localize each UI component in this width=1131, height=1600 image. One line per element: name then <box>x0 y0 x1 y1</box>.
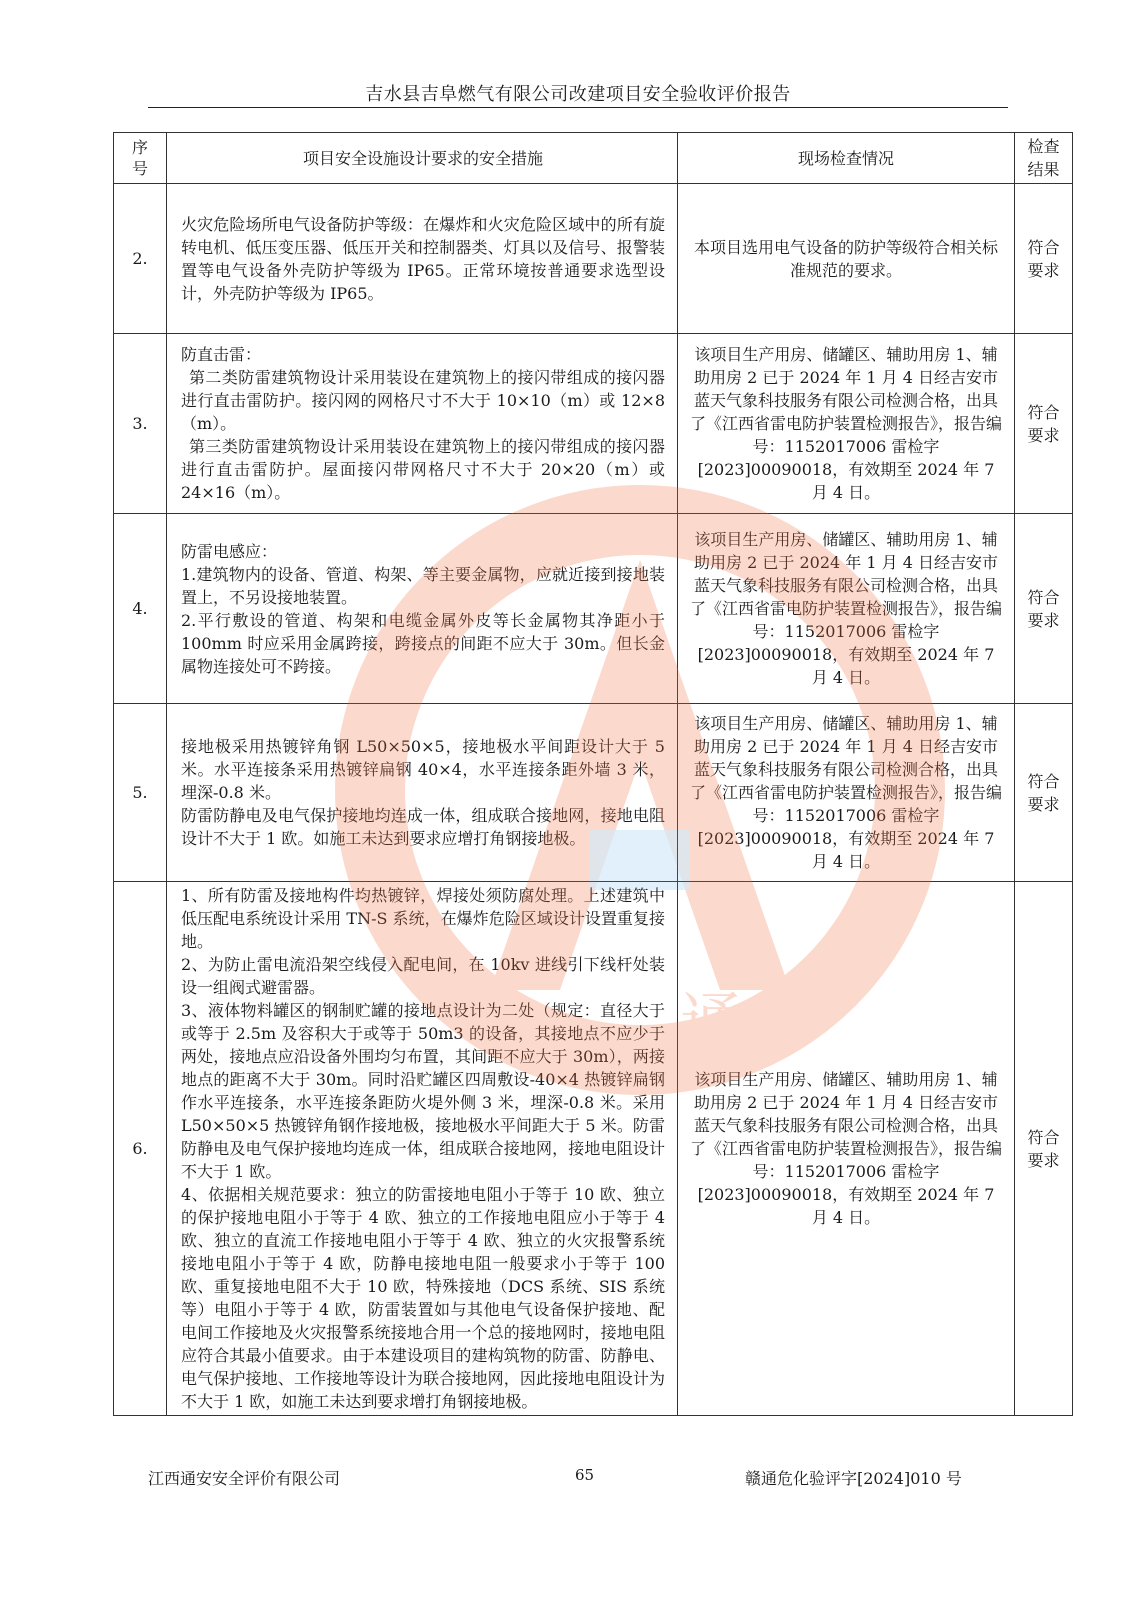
row-number: 4. <box>114 514 167 704</box>
row-measure <box>167 184 678 334</box>
row-number: 3. <box>114 334 167 514</box>
row-measure <box>167 334 678 514</box>
measure-paragraph: 2.平行敷设的管道、构架和电缆金属外皮等长金属物其净距小于 100mm 时应采用金属跨接，跨接点的间距不应大于 30m。但长金属物连接处可不跨接。 <box>181 610 665 676</box>
measure-paragraph: 1.建筑物内的设备、管道、构架、等主要金属物，应就近接到接地装置上，不另设接地装置。 <box>181 564 665 607</box>
measure-paragraph: 防直击雷： <box>181 345 262 364</box>
measure-paragraph: 接地极采用热镀锌角钢 L50×50×5，接地极水平间距设计大于 5 米。水平连接条采用热镀锌扁钢 40×4，水平连接条距外墙 3 米，埋深-0.8 米。 <box>181 737 665 802</box>
measure-paragraph: 1、所有防雷及接地构件均热镀锌，焊接处须防腐处理。上述建筑中低压配电系统设计采用 TN-S 系统，在爆炸危险区域设计设置重复接地。 <box>181 886 665 951</box>
footer-page-number: 65 <box>575 1466 595 1484</box>
col-header-result: 检查 结果 <box>1015 133 1073 184</box>
row-result: 符合 要求 <box>1015 704 1073 882</box>
table-row <box>114 514 1073 704</box>
table-row <box>114 334 1073 514</box>
row-result: 符合 要求 <box>1015 514 1073 704</box>
row-number: 5. <box>114 704 167 882</box>
table-row <box>114 882 1073 1416</box>
safety-measures-table <box>113 132 1073 1416</box>
row-number: 6. <box>114 882 167 1416</box>
measure-paragraph: 火灾危险场所电气设备防护等级：在爆炸和火灾危险区域中的所有旋转电机、低压变压器、低压开关和控制器类、灯具以及信号、报警装置等电气设备外壳防护等级为 IP65。正常环境按普通要求选型设计，外壳防护等级为 IP65。 <box>181 214 665 303</box>
row-check: 本项目选用电气设备的防护等级符合相关标准规范的要求。 <box>678 184 1015 334</box>
measure-paragraph: 4、依据相关规范要求：独立的防雷接地电阻小于等于 10 欧、独立的保护接地电阻小于等于 4 欧、独立的工作接地电阻应小于等于 4 欧、独立的直流工作接地电阻小于等于 4 欧、独立的火灾报警系统接地电阻小于等于 4 欧，防静电接地电阻一般要求小于等于 100 欧、重复接地电阻不大于 10 欧，特殊接地（DCS 系统、SIS 系统等）电阻小于等于 4 欧，防雷装置如与其他电气设备保护接地、配电间工作接地及火灾报警系统接地合用一个总的接地网时，接地电阻应符合其最小值要求。由于本建设项目的建构筑物的防雷、防静电、电气保护接地、工作接地等设计为联合接地网，因此接地电阻设计为不大于 1 欧，如施工未达到要求增打角钢接地极。 <box>181 1185 665 1411</box>
table-row <box>114 704 1073 882</box>
watermark-text: 通安 <box>680 987 808 1061</box>
measure-paragraph: 第二类防雷建筑物设计采用装设在建筑物上的接闪带组成的接闪器进行直击雷防护。接闪网的网格尺寸不大于 10×10（m）或 12×8（m）。 <box>181 368 665 433</box>
row-result: 符合 要求 <box>1015 882 1073 1416</box>
measure-paragraph: 2、为防止雷电流沿架空线侵入配电间，在 10kv 进线引下线杆处装设一组阀式避雷器。 <box>181 955 665 997</box>
row-check: 该项目生产用房、储罐区、辅助用房 1、辅助用房 2 已于 2024 年 1 月 4 日经吉安市蓝天气象科技服务有限公司检测合格，出具了《江西省雷电防护装置检测报告》，报告编号：1152017006 雷检字[2023]00090018，有效期至 2024 年 7 月 4 日。 <box>678 514 1015 704</box>
footer-doc-number: 赣通危化验评字[2024]010 号 <box>745 1469 962 1488</box>
page-header-title: 吉水县吉阜燃气有限公司改建项目安全验收评价报告 <box>365 84 791 105</box>
col-header-check: 现场检查情况 <box>678 133 1015 184</box>
measure-paragraph: 防雷防静电及电气保护接地均连成一体，组成联合接地网，接地电阻设计不大于 1 欧。如施工未达到要求应增打角钢接地极。 <box>181 806 665 848</box>
row-result: 符合 要求 <box>1015 184 1073 334</box>
row-number: 2. <box>114 184 167 334</box>
row-measure <box>167 882 678 1416</box>
row-measure <box>167 514 678 704</box>
row-check: 该项目生产用房、储罐区、辅助用房 1、辅助用房 2 已于 2024 年 1 月 4 日经吉安市蓝天气象科技服务有限公司检测合格，出具了《江西省雷电防护装置检测报告》，报告编号：1152017006 雷检字[2023]00090018，有效期至 2024 年 7 月 4 日。 <box>678 704 1015 882</box>
measure-paragraph: 第三类防雷建筑物设计采用装设在建筑物上的接闪带组成的接闪器进行直击雷防护。屋面接闪带网格尺寸不大于 20×20（m）或 24×16（m）。 <box>181 437 665 502</box>
measure-paragraph: 防雷电感应： <box>181 541 278 561</box>
table-header-row <box>114 133 1073 184</box>
footer-company: 江西通安安全评价有限公司 <box>148 1469 341 1488</box>
col-header-num: 序 号 <box>114 133 167 184</box>
row-check: 该项目生产用房、储罐区、辅助用房 1、辅助用房 2 已于 2024 年 1 月 4 日经吉安市蓝天气象科技服务有限公司检测合格，出具了《江西省雷电防护装置检测报告》，报告编号：1152017006 雷检字[2023]00090018，有效期至 2024 年 7 月 4 日。 <box>678 334 1015 514</box>
header-divider <box>148 107 1008 108</box>
row-measure <box>167 704 678 882</box>
row-check: 该项目生产用房、储罐区、辅助用房 1、辅助用房 2 已于 2024 年 1 月 4 日经吉安市蓝天气象科技服务有限公司检测合格，出具了《江西省雷电防护装置检测报告》，报告编号：1152017006 雷检字[2023]00090018，有效期至 2024 年 7 月 4 日。 <box>678 882 1015 1416</box>
table-row <box>114 184 1073 334</box>
col-header-measure: 项目安全设施设计要求的安全措施 <box>167 133 678 184</box>
measure-paragraph: 3、液体物料罐区的钢制贮罐的接地点设计为二处（规定：直径大于或等于 2.5m 及容积大于或等于 50m3 的设备，其接地点不应少于两处，接地点应沿设备外围均匀布置，其间距不应大于 30m），两接地点的距离不大于 30m。同时沿贮罐区四周敷设-40×4 热镀锌扁钢作水平连接条，水平连接条距防火堤外侧 3 米，埋深-0.8 米。采用 L50×50×5 热镀锌角钢作接地极，接地极水平间距大于 5 米。防雷防静电及电气保护接地均连成一体，组成联合接地网，接地电阻设计不大于 1 欧。 <box>181 1001 665 1181</box>
row-result: 符合 要求 <box>1015 334 1073 514</box>
